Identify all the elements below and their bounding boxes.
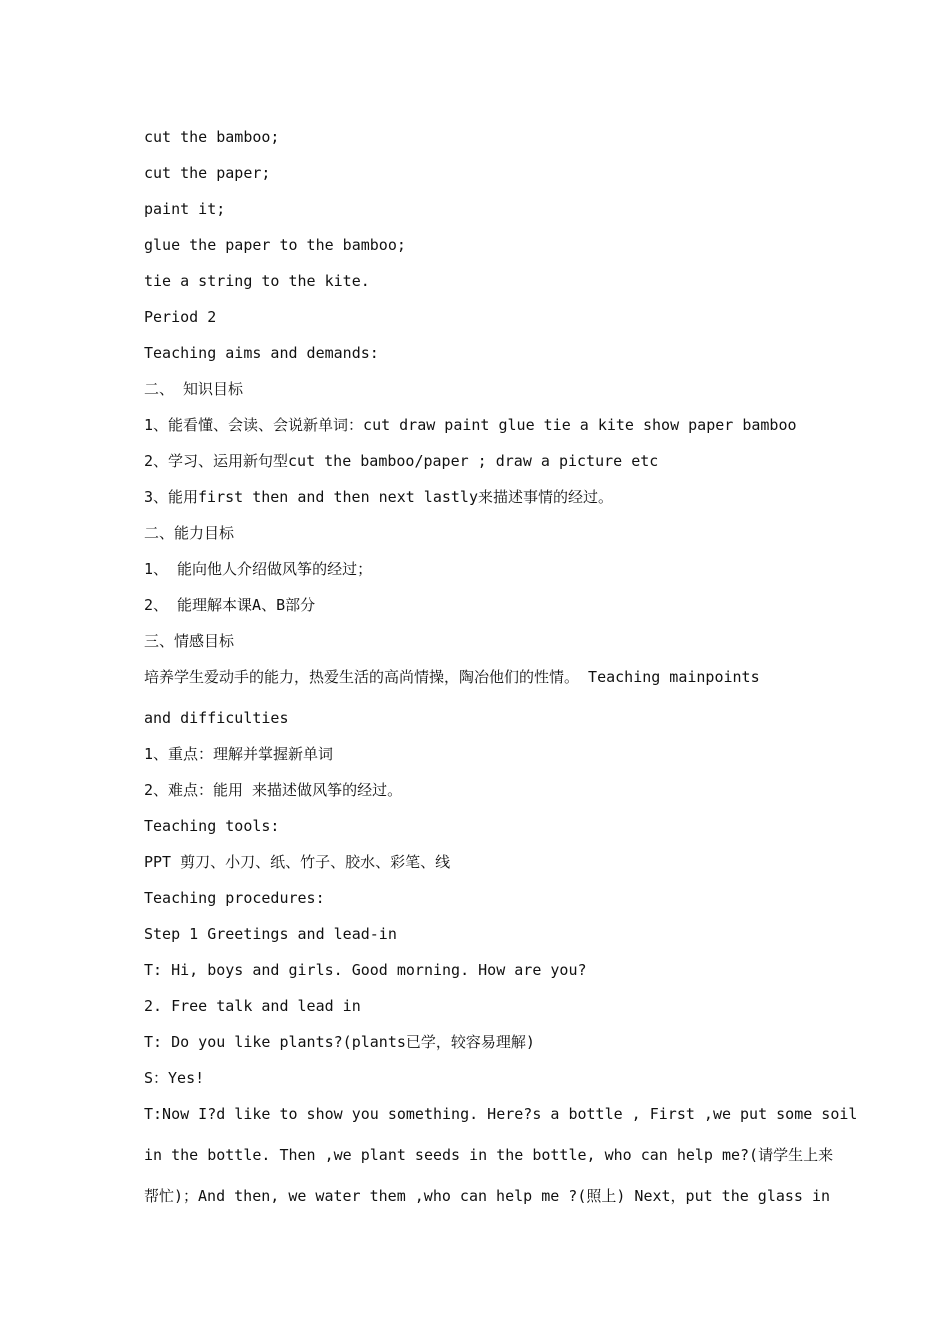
text-line-19: 2、难点：能用 来描述做风筝的经过。 bbox=[144, 781, 403, 799]
text-line-2: cut the paper; bbox=[144, 164, 271, 182]
text-line-26: T: Do you like plants?(plants已学，较容易理解) bbox=[144, 1033, 535, 1051]
procedures-heading: Teaching procedures: bbox=[144, 889, 325, 907]
tools-heading: Teaching tools: bbox=[144, 817, 280, 835]
text-line-3: paint it; bbox=[144, 200, 226, 218]
emotion-goal-heading: 三、情感目标 bbox=[144, 632, 235, 650]
text-line-28: T:Now I?d like to show you something. Here?s a bottle , First ,we put some soil bbox=[144, 1105, 858, 1123]
text-line-16: 培养学生爱动手的能力，热爱生活的高尚情操，陶冶他们的性情。 Teaching mainpoints bbox=[144, 668, 760, 686]
text-line-27: S：Yes! bbox=[144, 1069, 205, 1087]
text-line-25: 2. Free talk and lead in bbox=[144, 997, 361, 1015]
period-heading: Period 2 bbox=[144, 308, 217, 326]
text-line-4: glue the paper to the bamboo; bbox=[144, 236, 406, 254]
text-line-17: and difficulties bbox=[144, 709, 289, 727]
aims-heading: Teaching aims and demands: bbox=[144, 344, 379, 362]
text-line-13: 1、 能向他人介绍做风筝的经过； bbox=[144, 560, 373, 578]
step-heading: Step 1 Greetings and lead-in bbox=[144, 925, 397, 943]
ability-goal-heading: 二、能力目标 bbox=[144, 524, 235, 542]
knowledge-goal-heading: 二、 知识目标 bbox=[144, 380, 244, 398]
text-line-9: 1、能看懂、会读、会说新单词：cut draw paint glue tie a kite show paper bamboo bbox=[144, 416, 797, 434]
text-line-1: cut the bamboo; bbox=[144, 128, 280, 146]
text-line-11: 3、能用first then and then next lastly来描述事情的经过。 bbox=[144, 488, 613, 506]
text-line-5: tie a string to the kite. bbox=[144, 272, 370, 290]
text-line-21: PPT 剪刀、小刀、纸、竹子、胶水、彩笔、线 bbox=[144, 853, 451, 871]
text-line-29: in the bottle. Then ,we plant seeds in the bottle, who can help me?(请学生上来 bbox=[144, 1146, 834, 1164]
text-line-18: 1、重点：理解并掌握新单词 bbox=[144, 745, 334, 763]
text-line-14: 2、 能理解本课A、B部分 bbox=[144, 596, 316, 614]
text-line-30: 帮忙)；And then, we water them ,who can help me ?(照上) Next，put the glass in bbox=[144, 1187, 831, 1205]
text-line-24: T: Hi, boys and girls. Good morning. How are you? bbox=[144, 961, 587, 979]
text-line-10: 2、学习、运用新句型cut the bamboo/paper ; draw a picture etc bbox=[144, 452, 659, 470]
